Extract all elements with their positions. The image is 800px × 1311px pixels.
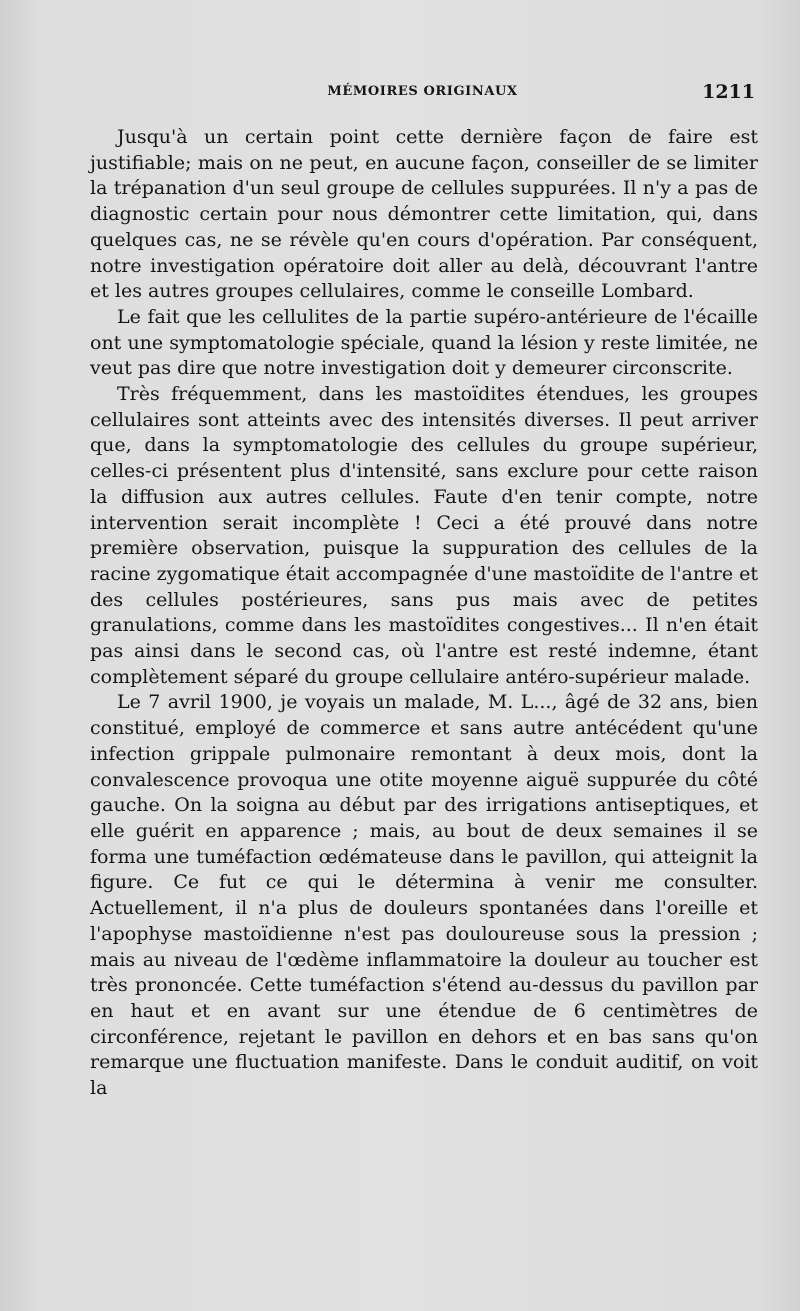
paragraph: Le fait que les cellulites de la partie supéro-antérieure de l'écaille ont une symptomatologie spéciale, quand la lésion y reste limitée, ne veut pas dire que notre investigation doit y demeurer circonscrite. — [90, 305, 758, 380]
page-header — [90, 80, 755, 104]
running-title: MÉMOIRES ORIGINAUX — [327, 84, 518, 99]
paragraph: Jusqu'à un certain point cette dernière façon de faire est justifiable; mais on ne peut, en aucune façon, conseiller de se limiter la trépanation d'un seul groupe de cellules suppurées. Il n'y a pas de diagnostic certain pour nous démontrer cette limitation, qui, dans quelques cas, ne se révèle qu'en cours d'opération. Par conséquent, notre investigation opératoire doit aller au delà, découvrant l'antre et les autres groupes cellulaires, comme le conseille Lombard. — [90, 126, 758, 303]
paragraph: Très fréquemment, dans les mastoïdites étendues, les groupes cellulaires sont atteints avec des intensités diverses. Il peut arriver que, dans la symptomatologie des cellules du groupe supérieur, celles-ci présentent plus d'intensité, sans exclure pour cette raison la diffusion aux autres cellules. Faute d'en tenir compte, notre intervention serait incomplète ! Ceci a été prouvé dans notre première observation, puisque la suppuration des cellules de la racine zygomatique était accompagnée d'une mastoïdite de l'antre et des cellules postérieures, sans pus mais avec de petites granulations, comme dans les mastoïdites congestives... Il n'en était pas ainsi dans le second cas, où l'antre est resté indemne, étant complètement séparé du groupe cellulaire antéro-supérieur malade. — [90, 383, 758, 688]
body-text — [90, 125, 758, 1102]
page-number: 1211 — [702, 81, 755, 103]
paragraph: Le 7 avril 1900, je voyais un malade, M. L..., âgé de 32 ans, bien constitué, employé de commerce et sans autre antécédent qu'une infection grippale pulmonaire remontant à deux mois, dont la convalescence provoqua une otite moyenne aiguë suppurée du côté gauche. On la soigna au début par des irrigations antiseptiques, et elle guérit en apparence ; mais, au bout de deux semaines il se forma une tuméfaction œdémateuse dans le pavillon, qui atteignit la figure. Ce fut ce qui le détermina à venir me consulter. Actuellement, il n'a plus de douleurs spontanées dans l'oreille et l'apophyse mastoïdienne n'est pas douloureuse sous la pression ; mais au niveau de l'œdème inflammatoire la douleur au toucher est très prononcée. Cette tuméfaction s'étend au-dessus du pavillon par en haut et en avant sur une étendue de 6 centimètres de circonférence, rejetant le pavillon en dehors et en bas sans qu'on remarque une fluctuation manifeste. Dans le conduit auditif, on voit la — [90, 691, 758, 1100]
